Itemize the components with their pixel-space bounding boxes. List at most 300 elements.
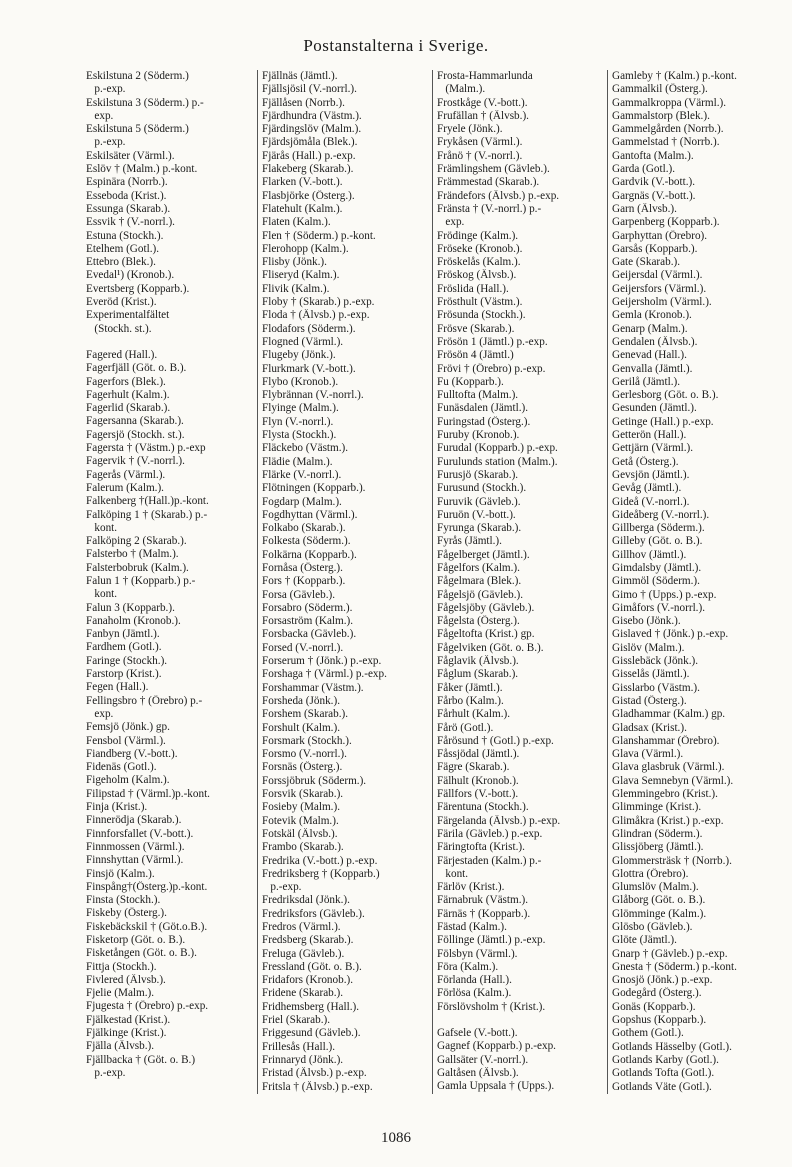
list-item: Furuön (V.-bott.). <box>437 508 516 521</box>
list-item: Fågelfors (Kalm.). <box>437 561 520 574</box>
list-item: Forsaström (Kalm.). <box>262 615 354 628</box>
list-item: Glumslöv (Malm.). <box>612 881 699 894</box>
list-item: Furuby (Kronob.). <box>437 429 520 442</box>
list-item: Frösve (Skarab.). <box>437 322 515 335</box>
list-item: Gantofta (Malm.). <box>612 149 694 162</box>
list-item: Funäsdalen (Jämtl.). <box>437 402 529 415</box>
list-item: Fegen (Hall.). <box>86 681 149 694</box>
list-item: Frösön 1 (Jämtl.) p.-exp. <box>437 335 548 348</box>
list-item: Flötningen (Kopparb.). <box>262 482 366 495</box>
list-item: Evedal¹) (Kronob.). <box>86 269 175 282</box>
list-item: Fotskäl (Älvsb.). <box>262 827 338 840</box>
list-item: Flen † (Söderm.) p.-kont. <box>262 229 376 242</box>
list-item: Gideåberg (V.-norrl.). <box>612 508 710 521</box>
list-item: Forsabro (Söderm.). <box>262 601 353 614</box>
list-item: Gardvik (V.-bott.). <box>612 176 696 189</box>
list-item: Fidenäs (Gotl.). <box>86 761 157 774</box>
list-item: Gistad (Österg.). <box>612 694 687 707</box>
list-item: Forsa (Gävleb.). <box>262 588 336 601</box>
list-item: Gammalkil (Österg.). <box>612 83 708 96</box>
list-item: Färnabruk (Västm.). <box>437 894 529 907</box>
list-item: Fredriksfors (Gävleb.). <box>262 907 365 920</box>
list-item: Falun 1 † (Kopparb.) p.- <box>86 574 196 587</box>
list-item: Essvik † (V.-norrl.). <box>86 216 175 229</box>
column-4 <box>607 70 782 1094</box>
list-item: Garsås (Kopparb.). <box>612 242 698 255</box>
list-item: Färnäs † (Kopparb.). <box>437 907 531 920</box>
list-item: Fredsberg (Skarab.). <box>262 934 354 947</box>
list-item: Forsvik (Skarab.). <box>262 788 344 801</box>
list-item: (Stockh. st.). <box>86 322 152 335</box>
list-item: Experimentalfältet <box>86 309 170 322</box>
list-item: Fåglavik (Älvsb.). <box>437 655 519 668</box>
list-item: Finsjö (Kalm.). <box>86 867 155 880</box>
list-item: Gimmöl (Söderm.). <box>612 575 700 588</box>
list-item: Forsbacka (Gävleb.). <box>262 628 357 641</box>
list-item: Fulltofta (Malm.). <box>437 389 519 402</box>
list-item: Glava Semnebyn (Värml.). <box>612 774 734 787</box>
list-item: Gislaved † (Jönk.) p.-exp. <box>612 628 729 641</box>
list-item: p.-exp. <box>86 83 126 96</box>
list-item: (Malm.). <box>437 83 486 96</box>
list-item: Flaten (Kalm.). <box>262 216 331 229</box>
list-item: Fåker (Jämtl.). <box>437 681 503 694</box>
list-item: Fagerås (Värml.). <box>86 468 166 481</box>
list-item: Glava glasbruk (Värml.). <box>612 761 725 774</box>
list-item: Gladsax (Krist.). <box>612 721 687 734</box>
list-item: Genarp (Malm.). <box>612 322 688 335</box>
list-item: Gesunden (Jämtl.). <box>612 402 697 415</box>
list-item: Fellingsbro † (Örebro) p.- <box>86 694 203 707</box>
list-item: Getinge (Hall.) p.-exp. <box>612 415 714 428</box>
list-item: Furingstad (Österg.). <box>437 415 531 428</box>
list-item: Glimåkra (Krist.) p.-exp. <box>612 814 724 827</box>
list-item: Flerohopp (Kalm.). <box>262 242 349 255</box>
list-item: Falsterbobruk (Kalm.). <box>86 561 189 574</box>
list-item: Fensbol (Värml.). <box>86 734 166 747</box>
list-item: Furudal (Kopparb.) p.-exp. <box>437 442 558 455</box>
list-item: Flodafors (Söderm.). <box>262 322 356 335</box>
list-item: Frövi † (Örebro) p.-exp. <box>437 362 546 375</box>
list-item: Genvalla (Jämtl.). <box>612 362 693 375</box>
list-item: Folkesta (Söderm.). <box>262 535 351 548</box>
list-item: Fagerfjäll (Göt. o. B.). <box>86 362 187 375</box>
list-item: Flugeby (Jönk.). <box>262 349 336 362</box>
list-item: exp. <box>437 216 465 229</box>
list-item: Frånö † (V.-norrl.). <box>437 149 523 162</box>
list-item: Evertsberg (Kopparb.). <box>86 282 190 295</box>
list-item: Fu (Kopparb.). <box>437 375 504 388</box>
list-item: Gammelstad † (Norrb.). <box>612 136 720 149</box>
list-item: Forshem (Skarab.). <box>262 708 349 721</box>
list-item: kont. <box>437 867 469 880</box>
list-item: Forshaga † (Värml.) p.-exp. <box>262 668 387 681</box>
list-item: Fåglum (Skarab.). <box>437 668 519 681</box>
list-item: Fredros (Värml.). <box>262 921 341 933</box>
list-item: Fritsla † (Älvsb.) p.-exp. <box>262 1080 373 1093</box>
list-item: Fröseke (Kronob.). <box>437 242 523 255</box>
list-item: Falsterbo † (Malm.). <box>86 548 179 561</box>
list-item: Eslöv † (Malm.) p.-kont. <box>86 163 198 176</box>
list-item: Flisby (Jönk.). <box>262 256 327 269</box>
list-item: Fagersjö (Stockh. st.). <box>86 428 185 441</box>
list-item: Gerlesborg (Göt. o. B.). <box>612 389 719 402</box>
list-item: Glömminge (Kalm.). <box>612 907 707 920</box>
list-item: Flakeberg (Skarab.). <box>262 163 354 176</box>
list-item: Gammelgården (Norrb.). <box>612 123 724 136</box>
list-item: Fridene (Skarab.). <box>262 987 344 1000</box>
list-item: Främlingshem (Gävleb.). <box>437 163 550 176</box>
list-item: Fornåsa (Österg.). <box>262 561 343 574</box>
list-item: Fjällbacka † (Göt. o. B.) <box>86 1053 196 1066</box>
list-item: Frambo (Skarab.). <box>262 841 344 854</box>
list-item: Fagersanna (Skarab.). <box>86 415 184 428</box>
list-item: exp. <box>86 109 114 122</box>
list-item: Fjällnäs (Jämtl.). <box>262 70 338 82</box>
list-item: Fredrika (V.-bott.) p.-exp. <box>262 854 378 867</box>
list-item: Esseboda (Krist.). <box>86 189 167 202</box>
list-item: Fisketången (Göt. o. B.). <box>86 947 197 960</box>
list-item: Furusjö (Skarab.). <box>437 468 519 481</box>
list-item: Fanaholm (Kronob.). <box>86 614 181 627</box>
list-item: Gevåg (Jämtl.). <box>612 482 682 495</box>
list-item: Flybrännan (V.-norrl.). <box>262 389 364 402</box>
list-item: Forserum † (Jönk.) p.-exp. <box>262 655 382 668</box>
list-item: Femsjö (Jönk.) gp. <box>86 721 170 734</box>
list-item: Flurkmark (V.-bott.). <box>262 362 356 375</box>
list-item: Fiskebäckskil † (Göt.o.B.). <box>86 920 208 933</box>
list-item: Furulunds station (Malm.). <box>437 455 558 468</box>
list-item: Forsheda (Jönk.). <box>262 694 340 707</box>
list-item: Fröslida (Hall.). <box>437 282 509 295</box>
list-item: Fagered (Hall.). <box>86 348 158 361</box>
list-item: Flyinge (Malm.). <box>262 402 339 415</box>
list-item: Ettebro (Blek.). <box>86 256 156 269</box>
list-item: Fryele (Jönk.). <box>437 123 503 136</box>
list-item: Fårbo (Kalm.). <box>437 694 504 707</box>
list-item: Fälhult (Kronob.). <box>437 774 519 787</box>
list-item: Fjärdsjömåla (Blek.). <box>262 136 358 149</box>
list-item: Främmestad (Skarab.). <box>437 176 540 189</box>
list-item: Garphyttan (Örebro). <box>612 229 708 242</box>
list-item: Friel (Skarab.). <box>262 1014 331 1027</box>
list-item: Gevsjön (Jämtl.). <box>612 468 690 481</box>
list-item: Gafsele (V.-bott.). <box>437 1027 518 1040</box>
list-item: Falerum (Kalm.). <box>86 481 164 494</box>
list-item: Gemla (Kronob.). <box>612 309 692 322</box>
list-item: Eskilsäter (Värml.). <box>86 149 175 162</box>
page-title: Postanstalterna i Sverige. <box>303 36 489 55</box>
list-item: Forsmo (V.-norrl.). <box>262 748 347 761</box>
list-item: Furusund (Stockh.). <box>437 482 527 495</box>
list-item: kont. <box>86 521 118 534</box>
list-item: Faringe (Stockh.). <box>86 654 168 667</box>
list-item: Falun 3 (Kopparb.). <box>86 601 175 614</box>
list-item: Fagerhult (Kalm.). <box>86 388 170 401</box>
list-item: Garpenberg (Kopparb.). <box>612 216 720 229</box>
column-1 <box>82 70 257 1094</box>
list-item: Farstorp (Krist.). <box>86 668 162 681</box>
list-item: Finnerödja (Skarab.). <box>86 814 182 827</box>
list-item: Godegård (Österg.). <box>612 987 702 1000</box>
list-item: Gargnäs (V.-bott.). <box>612 189 696 202</box>
list-item: Floby † (Skarab.) p.-exp. <box>262 296 375 309</box>
list-item: Gamleby † (Kalm.) p.-kont. <box>612 70 737 82</box>
list-item: Freluga (Gävleb.). <box>262 947 345 960</box>
list-item: Gilleby (Göt. o. B.). <box>612 535 703 548</box>
list-item: Estuna (Stockh.). <box>86 229 164 242</box>
list-item: Geijersfors (Värml.). <box>612 282 707 295</box>
list-item: Glissjöberg (Jämtl.). <box>612 841 704 854</box>
list-item: Falköping 2 (Skarab.). <box>86 535 187 548</box>
list-item: Glindran (Söderm.). <box>612 827 703 840</box>
list-item: Gotlands Väte (Gotl.). <box>612 1080 712 1093</box>
list-item: Frillesås (Hall.). <box>262 1040 336 1053</box>
list-item: Finnmossen (Värml.). <box>86 840 185 853</box>
list-item: Etelhem (Gotl.). <box>86 242 160 255</box>
list-item: Forsmark (Stockh.). <box>262 734 352 747</box>
list-item: Fotevik (Malm.). <box>262 814 339 827</box>
list-item: Friggesund (Gävleb.). <box>262 1027 361 1040</box>
list-item: Gisebo (Jönk.). <box>612 615 681 628</box>
list-item: Glanshammar (Örebro). <box>612 734 720 747</box>
list-item: Fridhemsberg (Hall.). <box>262 1000 360 1013</box>
list-item: Glemmingebro (Krist.). <box>612 788 718 801</box>
list-item: Fjärdingslöv (Malm.). <box>262 123 362 136</box>
list-item: Frösthult (Västm.). <box>437 296 523 309</box>
list-item: Glöte (Jämtl.). <box>612 934 677 947</box>
list-item: kont. <box>86 588 118 601</box>
list-item: Flybo (Kronob.). <box>262 375 339 388</box>
list-item: Fjälla (Älvsb.). <box>86 1040 155 1053</box>
list-item: Fläckebo (Västm.). <box>262 442 349 455</box>
list-item: Frostkåge (V.-bott.). <box>437 96 528 109</box>
list-item: Finspång†(Österg.)p.-kont. <box>86 880 208 893</box>
list-item: Fjärdhundra (Västm.). <box>262 109 362 122</box>
list-item: Fredriksberg † (Kopparb.) <box>262 867 380 880</box>
list-item: Folkabo (Skarab.). <box>262 522 346 535</box>
list-item: Gerilå (Jämtl.). <box>612 375 681 388</box>
list-item: Gamla Uppsala † (Upps.). <box>437 1080 555 1093</box>
list-item: Fogdarp (Malm.). <box>262 495 342 508</box>
list-item: Föllinge (Jämtl.) p.-exp. <box>437 934 546 947</box>
list-item: Gimåfors (V.-norrl.). <box>612 601 705 614</box>
list-item: Flysta (Stockh.). <box>262 429 337 442</box>
list-item: Forsed (V.-norrl.). <box>262 641 344 654</box>
list-item: Fröskelås (Kalm.). <box>437 256 521 269</box>
list-item: Finnforsfallet (V.-bott.). <box>86 827 194 840</box>
list-item: Fyrunga (Skarab.). <box>437 522 522 535</box>
list-item: Flasbjörke (Österg.). <box>262 189 355 202</box>
list-item: Geijersdal (Värml.). <box>612 269 703 282</box>
list-item: Fjelie (Malm.). <box>86 987 155 1000</box>
list-item: Förslövsholm † (Krist.). <box>437 1000 546 1013</box>
list-item: Fjälkestad (Krist.). <box>86 1013 171 1026</box>
list-item: Fölsbyn (Värml.). <box>437 947 518 960</box>
list-item: Fåssjödal (Jämtl.). <box>437 748 520 761</box>
list-item: Folkärna (Kopparb.). <box>262 548 357 561</box>
list-item: Fårhult (Kalm.). <box>437 708 511 721</box>
list-item: Gisslarbo (Västm.). <box>612 681 700 694</box>
list-item: Gnarp † (Gävleb.) p.-exp. <box>612 947 728 960</box>
list-item: Frösunda (Stockh.). <box>437 309 526 322</box>
list-item: Gislöv (Malm.). <box>612 641 685 654</box>
list-item: Fårösund † (Gotl.) p.-exp. <box>437 734 554 747</box>
list-item: Essunga (Skarab.). <box>86 202 171 215</box>
list-item: Forsnäs (Österg.). <box>262 761 343 774</box>
list-item: Fanbyn (Jämtl.). <box>86 628 160 641</box>
list-item: Flädie (Malm.). <box>262 455 333 468</box>
list-item: Färila (Gävleb.) p.-exp. <box>437 827 543 840</box>
list-item: Forssjöbruk (Söderm.). <box>262 774 367 787</box>
list-item: Gopshus (Kopparb.). <box>612 1014 707 1027</box>
list-item: Frösön 4 (Jämtl.) <box>437 349 514 362</box>
list-item: Eskilstuna 2 (Söderm.) <box>86 70 189 82</box>
column-3 <box>432 70 607 1094</box>
list-item: Gotlands Tofta (Gotl.). <box>612 1067 715 1080</box>
list-item: Färgelanda (Älvsb.) p.-exp. <box>437 814 561 827</box>
list-item: Färentuna (Stockh.). <box>437 801 529 814</box>
list-item: Gimo † (Upps.) p.-exp. <box>612 588 717 601</box>
list-item: Forshammar (Västm.). <box>262 681 364 694</box>
list-item: Falköping 1 † (Skarab.) p.- <box>86 508 208 521</box>
list-item: Geijersholm (Värml.). <box>612 296 712 309</box>
list-item: Fågelsjöby (Gävleb.). <box>437 601 535 614</box>
list-item: Gendalen (Älvsb.). <box>612 335 698 348</box>
list-item: Figeholm (Kalm.). <box>86 774 170 787</box>
list-item: Glåborg (Göt. o. B.). <box>612 894 706 907</box>
list-item: Fressland (Göt. o. B.). <box>262 960 362 973</box>
list-item: Flogned (Värml.). <box>262 335 344 348</box>
list-item: Gillhov (Jämtl.). <box>612 548 687 561</box>
page-number: 1086 <box>381 1130 411 1146</box>
list-item: Finnshyttan (Värml.). <box>86 854 184 867</box>
list-item: Fivlered (Älvsb.). <box>86 973 166 986</box>
list-item: Flatehult (Kalm.). <box>262 202 343 215</box>
list-item: Fästad (Kalm.). <box>437 921 507 933</box>
list-item: Getå (Österg.). <box>612 455 679 468</box>
list-item: Gillberga (Söderm.). <box>612 522 705 535</box>
list-item: p.-exp. <box>86 136 126 149</box>
list-item: Fröskog (Älvsb.). <box>437 269 517 282</box>
list-item: Fågelberget (Jämtl.). <box>437 548 530 561</box>
list-item: Filipstad † (Värml.)p.-kont. <box>86 787 210 800</box>
list-item: Furuvik (Gävleb.). <box>437 495 521 508</box>
list-item: Fägre (Skarab.). <box>437 761 510 774</box>
list-item: Fridafors (Kronob.). <box>262 974 354 987</box>
list-item: Fyrås (Jämtl.). <box>437 535 502 548</box>
list-item: Fällfors (V.-bott.). <box>437 788 519 801</box>
list-item: Gothem (Gotl.). <box>612 1027 684 1040</box>
list-item: Fittja (Stockh.). <box>86 960 157 973</box>
list-item: Fågelviken (Göt. o. B.). <box>437 641 544 654</box>
list-item: exp. <box>86 707 114 720</box>
list-item: Finja (Krist.). <box>86 801 148 814</box>
list-item: Fågelsta (Österg.). <box>437 615 520 628</box>
list-item: Garda (Gotl.). <box>612 163 676 176</box>
list-item: p.-exp. <box>86 1066 126 1079</box>
list-item: Eskilstuna 3 (Söderm.) p.- <box>86 96 204 109</box>
list-item: Fliseryd (Kalm.). <box>262 269 340 282</box>
column-2 <box>257 70 432 1094</box>
list-item: Färlöv (Krist.). <box>437 881 505 894</box>
list-item: Forshult (Kalm.). <box>262 721 340 734</box>
list-item: Garn (Älvsb.). <box>612 202 677 215</box>
list-item: Gate (Skarab.). <box>612 256 681 269</box>
list-item: Frosta-Hammarlunda <box>437 70 533 82</box>
list-item: Gnesta † (Söderm.) p.-kont. <box>612 960 737 973</box>
list-item: Falkenberg †(Hall.)p.-kont. <box>86 495 209 508</box>
index-columns <box>82 70 782 1094</box>
list-item: Förlanda (Hall.). <box>437 974 512 987</box>
list-item: Fjugesta † (Örebro) p.-exp. <box>86 1000 209 1013</box>
list-item: Flivik (Kalm.). <box>262 282 330 295</box>
list-item: Gallsäter (V.-norrl.). <box>437 1053 529 1066</box>
list-item: Fisketorp (Göt. o. B.). <box>86 934 186 946</box>
list-item: Gnosjö (Jönk.) p.-exp. <box>612 974 713 987</box>
list-item: Fagervik † (V.-norrl.). <box>86 455 185 468</box>
list-item: Eskilstuna 5 (Söderm.) <box>86 123 189 136</box>
list-item: Gisslebäck (Jönk.). <box>612 655 699 668</box>
list-item: Glava (Värml.). <box>612 748 684 761</box>
list-item: Fogdhyttan (Värml.). <box>262 508 358 521</box>
list-item: Gagnef (Kopparb.) p.-exp. <box>437 1040 556 1053</box>
list-item: Fjälkinge (Krist.). <box>86 1027 167 1040</box>
list-item: Galtåsen (Älvsb.). <box>437 1066 519 1079</box>
list-item: Flarken (V.-bott.). <box>262 176 343 189</box>
list-item: Fågelsjö (Gävleb.). <box>437 588 524 601</box>
list-item: Föra (Kalm.). <box>437 960 499 973</box>
list-item: Gideå (V.-norrl.). <box>612 495 690 508</box>
list-item: Fardhem (Gotl.). <box>86 641 162 654</box>
list-item: Fristad (Älvsb.) p.-exp. <box>262 1067 367 1080</box>
list-item: Glösbo (Gävleb.). <box>612 921 693 933</box>
list-item: Färjestaden (Kalm.) p.- <box>437 854 542 867</box>
list-item: Finsta (Stockh.). <box>86 894 161 907</box>
list-item: Espinära (Norrb.). <box>86 176 168 189</box>
list-item: Gonäs (Kopparb.). <box>612 1000 696 1013</box>
list-item: Fagerfors (Blek.). <box>86 375 166 388</box>
list-item: Everöd (Krist.). <box>86 296 157 309</box>
list-item: Fagersta † (Västm.) p.-exp <box>86 442 206 455</box>
list-item: Gammalkroppa (Värml.). <box>612 96 727 109</box>
list-item: Frufällan † (Älvsb.). <box>437 109 529 122</box>
list-item: Floda † (Älvsb.) p.-exp. <box>262 309 370 322</box>
list-item: p.-exp. <box>262 881 302 894</box>
list-item: Glottra (Örebro). <box>612 867 689 880</box>
list-item: Frödinge (Kalm.). <box>437 229 519 242</box>
list-item: Gisselås (Jämtl.). <box>612 668 690 681</box>
list-item: Gammalstorp (Blek.). <box>612 109 710 122</box>
list-item: Fårö (Gotl.). <box>437 721 494 734</box>
list-item: Frändefors (Älvsb.) p.-exp. <box>437 189 560 202</box>
list-item: Gimdalsby (Jämtl.). <box>612 561 702 574</box>
list-item: Glommersträsk † (Norrb.). <box>612 854 732 867</box>
list-item: Fors † (Kopparb.). <box>262 575 346 588</box>
list-item: Färingtofta (Krist.). <box>437 841 525 854</box>
list-item: Fosieby (Malm.). <box>262 801 340 814</box>
list-item: Gotlands Karby (Gotl.). <box>612 1053 719 1066</box>
list-item: Frykåsen (Värml.). <box>437 136 523 149</box>
list-item: Gettjärn (Värml.). <box>612 442 694 455</box>
list-item: Fågelmara (Blek.). <box>437 575 522 588</box>
list-item: Fjällåsen (Norrb.). <box>262 96 345 109</box>
list-item: Flyn (V.-norrl.). <box>262 415 334 428</box>
list-item: Fredriksdal (Jönk.). <box>262 894 350 907</box>
list-item: Fjällsjösil (V.-norrl.). <box>262 83 357 96</box>
list-item: Fagerlid (Skarab.). <box>86 402 171 415</box>
list-item: Fiandberg (V.-bott.). <box>86 747 178 760</box>
